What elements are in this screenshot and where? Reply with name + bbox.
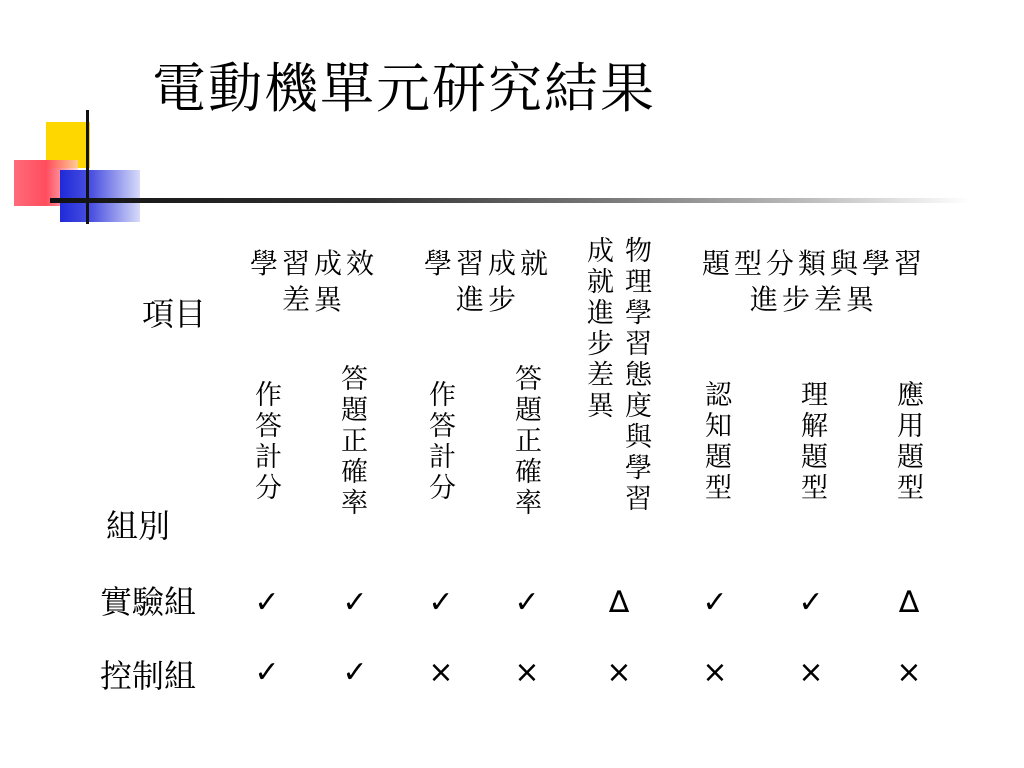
subheader-application: 應用題型	[892, 380, 923, 504]
cell-exp-score-2: ✓	[428, 585, 454, 620]
cell-ctrl-attitude: ×	[606, 655, 632, 690]
slide-title: 電動機單元研究結果	[152, 57, 656, 120]
decorative-vertical-line	[86, 110, 89, 224]
cell-exp-score-1: ✓	[254, 585, 280, 620]
subheader-score-1: 作答計分	[250, 380, 281, 504]
decorative-blue-square	[60, 170, 140, 222]
corner-label-item: 項目	[142, 295, 207, 333]
corner-label-group: 組別	[106, 507, 171, 545]
subheader-cognitive: 認知題型	[700, 380, 731, 504]
group-header-question-type-line2: 進步差異	[749, 283, 878, 316]
cell-ctrl-cognitive: ×	[702, 655, 728, 690]
group-header-question-type-line1: 題型分類與學習	[701, 247, 926, 280]
cell-ctrl-accuracy-2: ×	[514, 655, 540, 690]
subheader-score-2: 作答計分	[424, 380, 455, 504]
subheader-accuracy-2: 答題正確率	[510, 364, 541, 519]
subheader-comprehension: 理解題型	[796, 380, 827, 504]
group-header-learning-effect	[244, 246, 384, 318]
group-header-learning-effect-line2: 差異	[281, 283, 346, 316]
cell-ctrl-comprehension: ×	[798, 655, 824, 690]
cell-exp-application: ∆	[898, 585, 920, 620]
group-header-attitude-col-right: 物理學習態度與學習	[620, 236, 651, 515]
title-underline	[50, 198, 970, 203]
cell-ctrl-score-2: ×	[428, 655, 454, 690]
cell-exp-accuracy-2: ✓	[514, 585, 540, 620]
cell-exp-attitude: ∆	[608, 585, 630, 620]
group-header-achievement-progress	[418, 246, 558, 318]
cell-ctrl-accuracy-1: ✓	[342, 655, 368, 690]
group-header-question-type	[690, 246, 938, 318]
cell-exp-comprehension: ✓	[798, 585, 824, 620]
subheader-accuracy-1: 答題正確率	[336, 364, 367, 519]
cell-exp-accuracy-1: ✓	[342, 585, 368, 620]
cell-ctrl-score-1: ✓	[254, 655, 280, 690]
row-label-experimental: 實驗組	[100, 583, 197, 621]
group-header-achievement-progress-line2: 進步	[455, 283, 520, 316]
group-header-attitude-col-left: 成就進步差異	[582, 236, 613, 422]
group-header-learning-effect-line1: 學習成效	[249, 247, 378, 280]
group-header-achievement-progress-line1: 學習成就	[423, 247, 552, 280]
cell-exp-cognitive: ✓	[702, 585, 728, 620]
cell-ctrl-application: ×	[896, 655, 922, 690]
row-label-control: 控制組	[100, 657, 197, 695]
